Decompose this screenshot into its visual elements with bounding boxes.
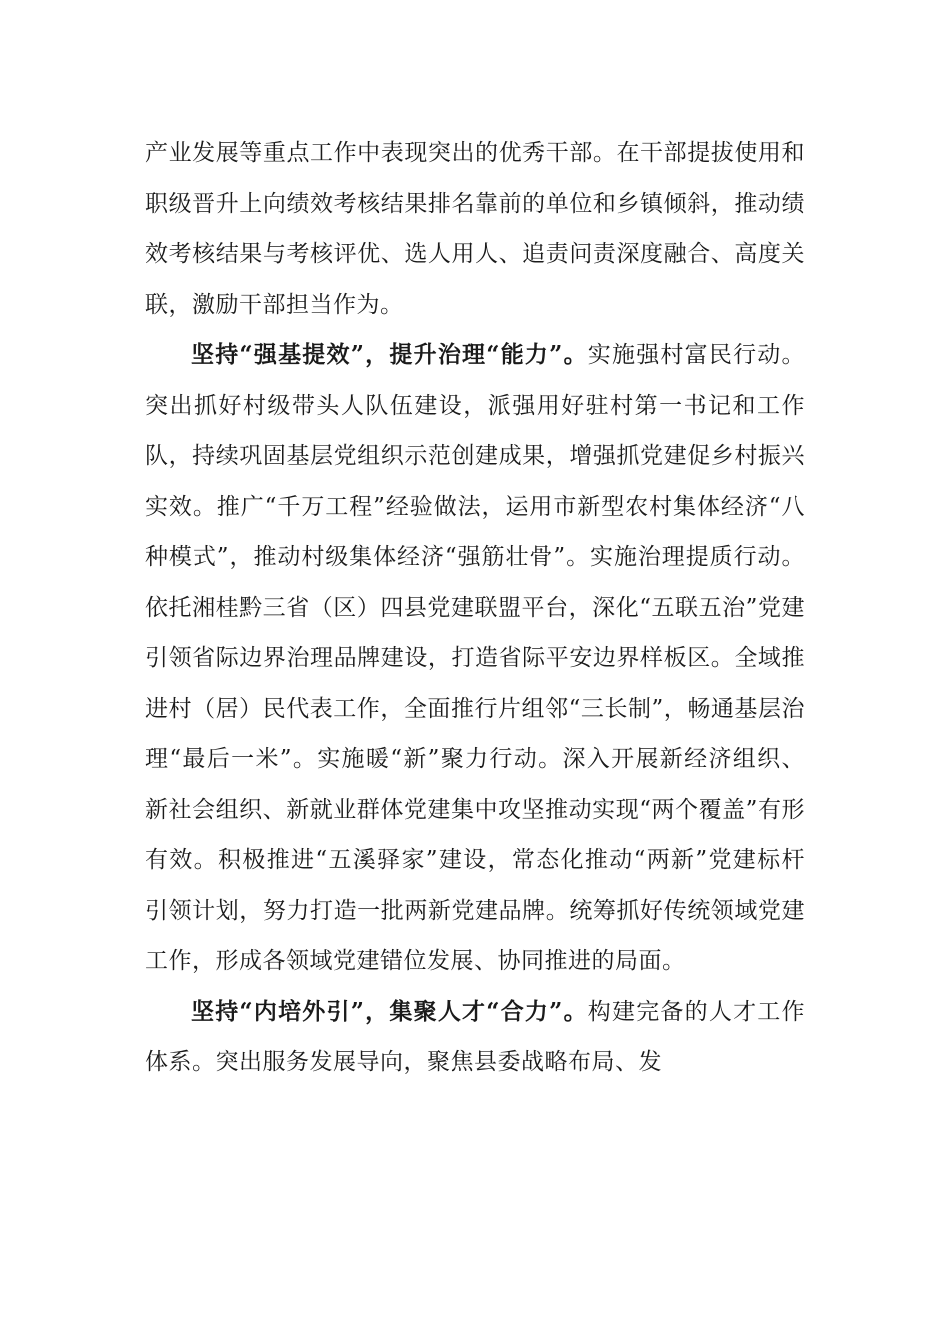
paragraph-1 [145, 128, 805, 330]
paragraph-2 [145, 330, 805, 987]
paragraph-3-heading: 坚持“内培外引”，集聚人才“合力”。 [191, 997, 588, 1025]
document-body [145, 128, 805, 1088]
paragraph-3 [145, 987, 805, 1088]
paragraph-1-text: 产业发展等重点工作中表现突出的优秀干部。在干部提拔使用和职级晋升上向绩效考核结果排名靠前的单位和乡镇倾斜，推动绩效考核结果与考核评优、选人用人、追责问责深度融合、高度关联，激励干部担当作为。 [145, 140, 805, 318]
paragraph-3-text: 构建完备的人才工作体系。突出服务发展导向，聚焦县委战略布局、发 [145, 998, 805, 1075]
paragraph-2-heading: 坚持“强基提效”，提升治理“能力”。 [191, 341, 588, 368]
paragraph-2-text: 实施强村富民行动。突出抓好村级带头人队伍建设，派强用好驻村第一书记和工作队，持续巩固基层党组织示范创建成果，增强抓党建促乡村振兴实效。推广“千万工程”经验做法，运用市新型农村集体经济“八种模式”，推动村级集体经济“强筋壮骨”。实施治理提质行动。依托湘桂黔三省（区）四县党建联盟平台，深化“五联五治”党建引领省际边界治理品牌建设，打造省际平安边界样板区。全域推进村（居）民代表工作，全面推行片组邻“三长制”，畅通基层治理“最后一米”。实施暖“新”聚力行动。深入开展新经济组织、新社会组织、新就业群体党建集中攻坚推动实现“两个覆盖”有形有效。积极推进“五溪驿家”建设，常态化推动“两新”党建标杆引领计划，努力打造一批两新党建品牌。统筹抓好传统领域党建工作，形成各领域党建错位发展、协同推进的局面。 [145, 342, 805, 974]
